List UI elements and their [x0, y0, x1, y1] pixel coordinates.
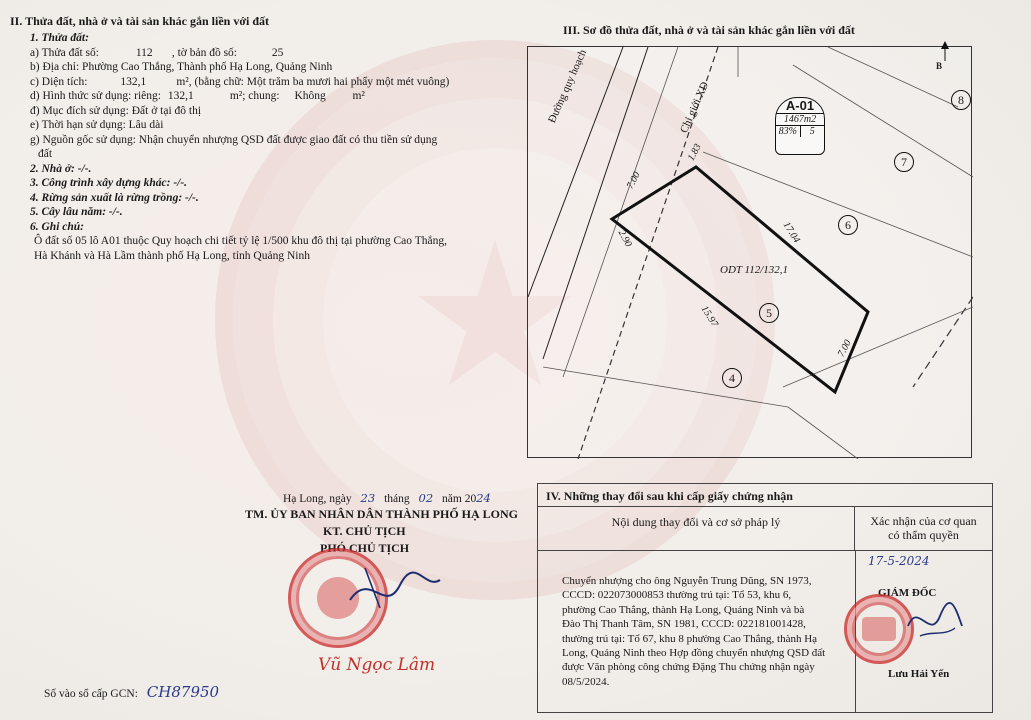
changes-header-row — [538, 507, 992, 551]
forest-line: 4. Rừng sản xuất là rừng trồng: -/-. — [30, 191, 199, 204]
usage-form-label: d) Hình thức sử dụng: riêng: — [30, 90, 161, 102]
signing-date — [283, 491, 491, 505]
section-4-title: IV. Những thay đổi sau khi cấp giấy chứng nhận — [538, 484, 992, 507]
boundary-label: Chỉ giới XD — [678, 80, 712, 135]
parcel-number-line — [30, 46, 449, 61]
director-name: Lưu Hải Yến — [888, 668, 950, 680]
dim-top-left: 7.00 — [624, 170, 643, 191]
section-2-title: II. Thửa đất, nhà ở và tài sản khác gắn liền với đất — [10, 14, 270, 28]
director-signature — [900, 596, 970, 646]
office-stamp-center — [862, 617, 895, 641]
kt-label: KT. CHỦ TỊCH — [323, 524, 406, 538]
gcn-line — [44, 683, 219, 701]
parcel-label: ODT 112/132,1 — [720, 264, 789, 276]
lot-number-7: 7 — [894, 152, 914, 172]
usage-origin-line-2: đất — [38, 148, 53, 160]
dim-setback: 1.83 — [685, 142, 704, 163]
change-line-8: 08/5/2024. — [562, 675, 610, 688]
other-works-line: 3. Công trình xây dựng khác: -/-. — [30, 177, 188, 189]
dim-top-right: 17.04 — [780, 220, 802, 245]
change-line-4: Đào Thị Thanh Tâm, SN 1981, CCCD: 022181001428, — [562, 618, 806, 631]
director-title: GIÁM ĐỐC — [878, 587, 937, 599]
usage-form-line — [30, 89, 449, 104]
change-line-3: phường Cao Thắng, thành Hạ Long, Quảng Ninh và bà — [562, 603, 805, 616]
parcel-number-label: a) Thửa đất số: — [30, 46, 99, 59]
house-line: 2. Nhà ở: -/-. — [30, 162, 92, 175]
notes-heading: 6. Ghi chú: — [30, 220, 84, 233]
map-sheet-number: 25 — [271, 46, 284, 59]
perennial-line: 5. Cây lâu năm: -/-. — [30, 206, 123, 218]
confirm-heading-1: Xác nhận của cơ quan — [870, 514, 977, 528]
changes-table — [537, 483, 993, 713]
lot-number-4: 4 — [722, 368, 742, 388]
change-description — [562, 574, 852, 689]
block-density: 83% — [776, 126, 801, 137]
shared-label: m²; chung: — [229, 90, 280, 102]
area-label: c) Diện tích: — [30, 75, 88, 88]
date-month: 02 — [418, 491, 434, 505]
year-label: năm 20 — [442, 493, 477, 505]
vice-chair-signature — [340, 560, 450, 620]
usage-term-line: e) Thời hạn sử dụng: Lâu dài — [30, 119, 164, 131]
block-density-row — [776, 126, 824, 137]
role-label: PHÓ CHỦ TỊCH — [320, 541, 410, 555]
confirm-heading-2: có thẩm quyền — [888, 528, 959, 542]
area-value: 132,1 — [120, 75, 147, 88]
date-day: 23 — [360, 491, 376, 505]
dim-right: 7.00 — [835, 338, 854, 359]
note-line-2: Hà Khánh và Hà Lầm thành phố Hạ Long, tỉnh Quảng Ninh — [34, 249, 310, 262]
lot-number-5: 5 — [759, 303, 779, 323]
changes-col-confirm — [855, 507, 992, 550]
block-floors: 5 — [809, 126, 815, 137]
change-line-7: được Văn phòng công chứng Đặng Thu chứng nhận ngày — [562, 661, 815, 674]
usage-origin-line: g) Nguồn gốc sử dụng: Nhận chuyển nhượng QSD đất được giao đất có thu tiền sử dụng — [30, 133, 438, 146]
block-area: 1467m2 — [776, 114, 824, 126]
usage-purpose-line: đ) Mục đích sử dụng: Đất ở tại đô thị — [30, 104, 202, 117]
month-label: tháng — [384, 493, 410, 505]
gcn-number: CH87950 — [146, 683, 220, 701]
dim-left: 2.90 — [615, 228, 634, 249]
change-line-5: thường trú tại: Tổ 67, khu 8 phường Cao Thắng, thành Hạ — [562, 632, 818, 645]
section-2-body — [30, 31, 449, 263]
change-line-2: CCCD: 022073000853 thường trú tại: Tổ 53, khu 6, — [562, 589, 792, 602]
parcel-heading: 1. Thửa đất: — [30, 32, 89, 44]
date-year: 24 — [476, 491, 491, 505]
lot-number-8: 8 — [951, 90, 971, 110]
block-code: A-01 — [776, 98, 824, 114]
north-arrow-label: B — [936, 61, 943, 71]
parcel-map-drawing — [528, 47, 973, 459]
changes-col-content: Nội dung thay đổi và cơ sở pháp lý — [538, 507, 855, 550]
parcel-map — [527, 46, 972, 458]
change-line-1: Chuyển nhượng cho ông Nguyễn Trung Dũng, SN 1973, — [562, 575, 812, 587]
issuing-org: TM. ỦY BAN NHÂN DÂN THÀNH PHỐ HẠ LONG — [245, 507, 519, 521]
parcel-number: 112 — [135, 46, 153, 59]
north-arrow-icon — [940, 41, 950, 61]
note-line-1: Ô đất số 05 lô A01 thuộc Quy hoạch chi tiết tỷ lệ 1/500 khu đô thị tại phường Cao Thắng, — [34, 235, 447, 247]
block-info-box — [775, 97, 825, 155]
lot-number-6: 6 — [838, 215, 858, 235]
section-3-title: III. Sơ đồ thửa đất, nhà ở và tài sản khác gắn liền với đất — [563, 23, 855, 37]
area-unit: m², (bằng chữ: Một trăm ba mươi hai phẩy một mét vuông) — [176, 75, 450, 88]
shared-unit: m² — [352, 90, 365, 102]
gcn-label: Số vào sổ cấp GCN: — [44, 688, 138, 700]
map-sheet-label: , tờ bản đồ số: — [171, 46, 237, 59]
confirm-date: 17-5-2024 — [868, 554, 930, 568]
date-prefix: Hạ Long, ngày — [283, 493, 352, 505]
road-label: Đường quy hoạch — [546, 47, 590, 125]
dim-bottom: 15.97 — [698, 304, 720, 329]
change-line-6: Long, Quảng Ninh theo Hợp đồng chuyển nhượng QSD đất — [562, 647, 826, 660]
signer-name: Vũ Ngọc Lâm — [318, 655, 436, 675]
private-area: 132,1 — [167, 90, 194, 102]
area-line — [30, 75, 449, 90]
address-line: b) Địa chỉ: Phường Cao Thắng, Thành phố Hạ Long, Quảng Ninh — [30, 61, 333, 73]
shared-area: Không — [294, 90, 326, 102]
